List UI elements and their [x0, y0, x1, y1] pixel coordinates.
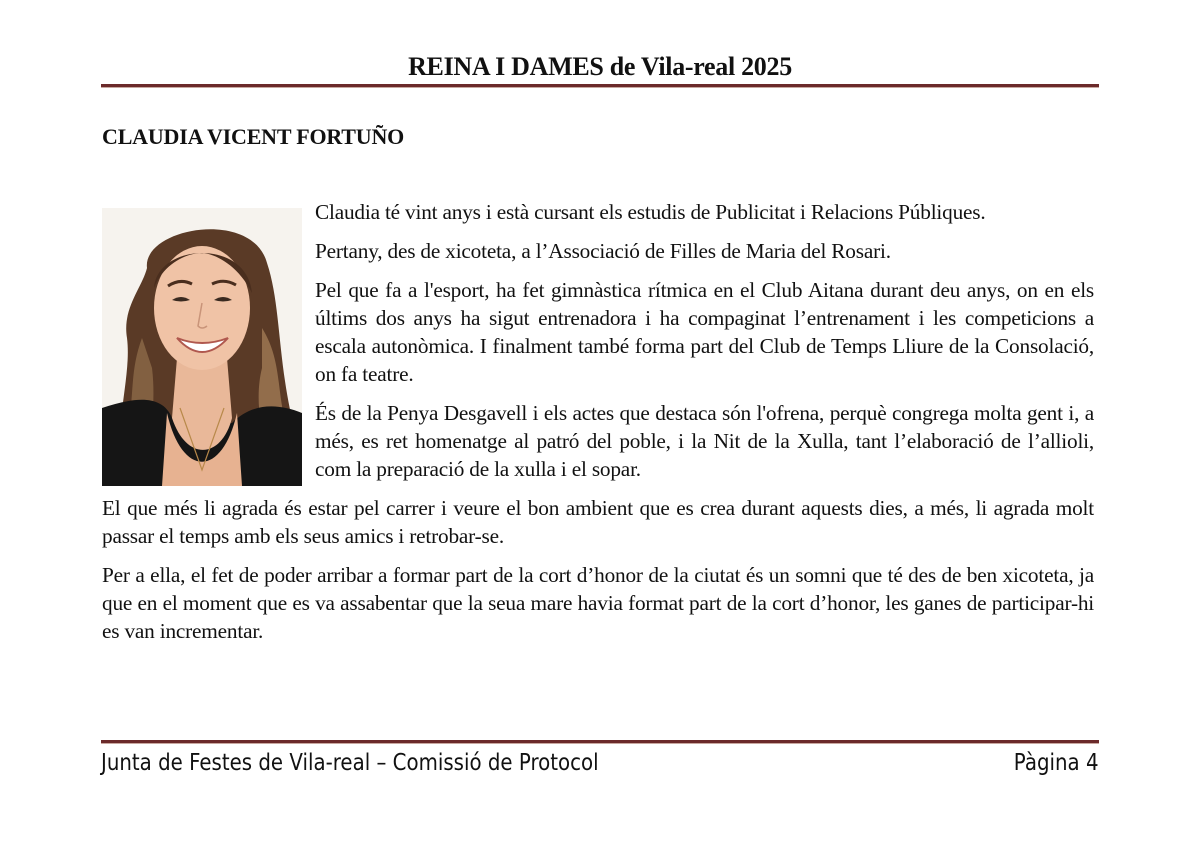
bio-paragraph-sports: Pel que fa a l'esport, ha fet gimnàstica rítmica en el Club Aitana durant deu anys, on en els últims dos anys ha sigut entrenadora i ha compaginat l’entrenament i les competicions a escala autonòmica. I finalment també forma part del Club de Temps Lliure de la Consolació, on fa teatre.: [315, 278, 1094, 386]
bio-paragraph-association: Pertany, des de xicoteta, a l’Associació de Filles de Maria del Rosari.: [315, 239, 891, 263]
bio-paragraph-studies: Claudia té vint anys i està cursant els estudis de Publicitat i Relacions Públiques.: [315, 200, 986, 224]
bio-paragraph-penya: És de la Penya Desgavell i els actes que destaca són l'ofrena, perquè congrega molta gent i, a més, es ret homenatge al patró del poble, i la Nit de la Xulla, tant l’elaboració de l’allioli, com la preparació de la xulla i el sopar.: [315, 401, 1094, 481]
bio-paragraph-favorites: El que més li agrada és estar pel carrer i veure el bon ambient que es crea durant aquests dies, a més, li agrada molt passar el temps amb els seus amics i retrobar-se.: [102, 496, 1094, 548]
page-title: REINA I DAMES de Vila-real 2025: [408, 52, 792, 81]
person-name-heading: CLAUDIA VICENT FORTUÑO: [102, 124, 405, 149]
header-divider: [101, 84, 1099, 87]
biography-content: [102, 198, 1094, 656]
bio-paragraph-dream: Per a ella, el fet de poder arribar a formar part de la cort d’honor de la ciutat és un somni que té des de ben xicoteta, ja que en el moment que es va assabentar que la seua mare havia format part de la cort d’honor, les ganes de participar-hi es van incrementar.: [102, 563, 1094, 643]
footer-divider: [101, 740, 1099, 743]
page-number: Pàgina 4: [1014, 750, 1099, 776]
portrait-photo: [102, 208, 302, 486]
portrait-photo-icon: [102, 208, 302, 486]
footer-organization: Junta de Festes de Vila-real – Comissió de Protocol: [101, 750, 599, 776]
